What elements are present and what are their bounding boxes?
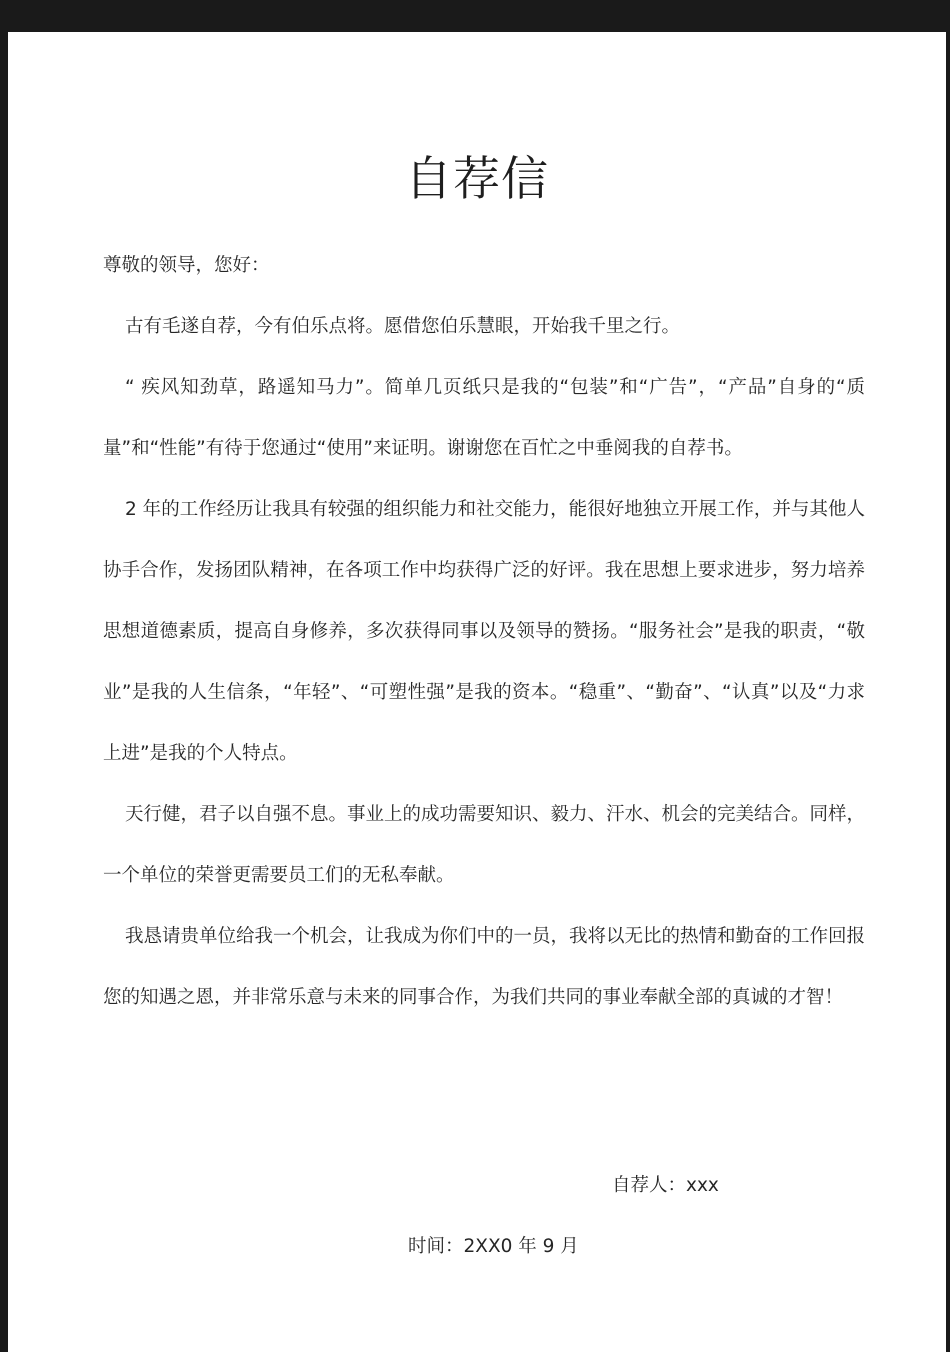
paragraph-motto: 天行健，君子以自强不息。事业上的成功需要知识、毅力、汗水、机会的完美结合。同样，一个单位的荣誉更需要员工们的无私奉献。 [103, 804, 866, 886]
date-line: 时间：2XX0 年 9 月 [408, 1236, 579, 1257]
letter-body [103, 235, 865, 1028]
paragraph-proverb: “ 疾风知劲草，路遥知马力”。简单几页纸只是我的“包装”和“广告”，“产品”自身的“质量”和“性能”有待于您通过“使用”来证明。谢谢您在百忙之中垂阅我的自荐书。 [103, 377, 865, 459]
document-page [8, 32, 946, 1352]
paragraph-closing: 我恳请贵单位给我一个机会，让我成为你们中的一员，我将以无比的热情和勤奋的工作回报您的知遇之恩，并非常乐意与未来的同事合作，为我们共同的事业奉献全部的真诚的才智！ [103, 926, 866, 1008]
salutation: 尊敬的领导，您好： [103, 255, 270, 276]
paragraph-experience: 2 年的工作经历让我具有较强的组织能力和社交能力，能很好地独立开展工作，并与其他人协手合作，发扬团队精神，在各项工作中均获得广泛的好评。我在思想上要求进步，努力培养思想道德素质，提高自身修养，多次获得同事以及领导的赞扬。“服务社会”是我的职责，“敬业”是我的人生信条，“年轻”、“可塑性强”是我的资本。“稳重”、“勤奋”、“认真”以及“力求上进”是我的个人特点。 [103, 499, 865, 764]
paragraph-opening: 古有毛遂自荐，今有伯乐点将。愿借您伯乐慧眼，开始我千里之行。 [125, 316, 681, 337]
letter-title: 自荐信 [405, 152, 549, 207]
signer-line: 自荐人：xxx [612, 1175, 719, 1196]
